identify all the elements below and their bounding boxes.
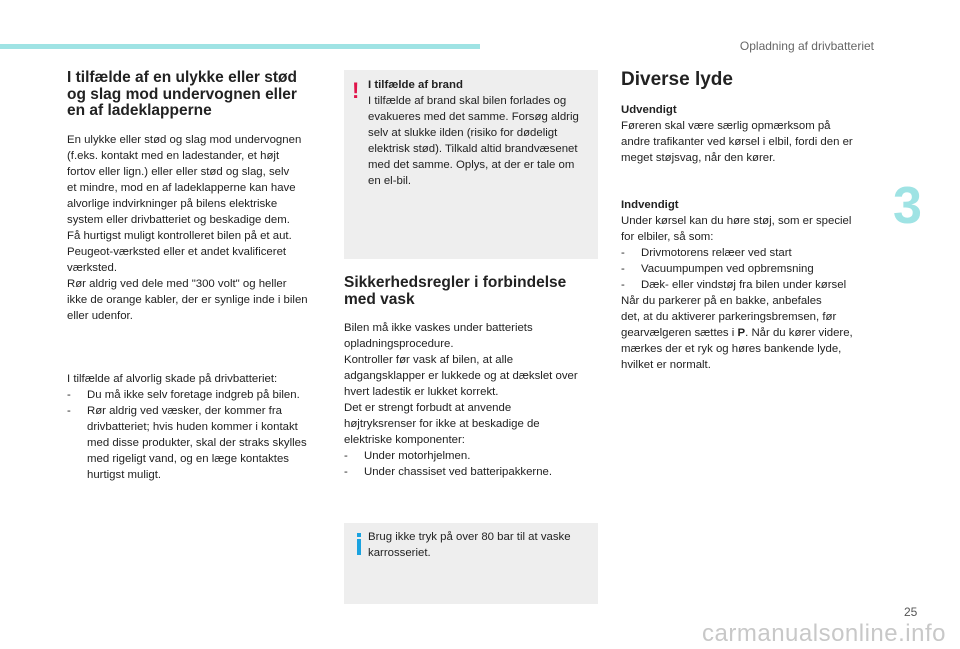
column-accident <box>67 70 332 483</box>
fire-warning-text: I tilfælde af brand skal bilen forlades og evakueres med det samme. Forsøg aldrig selv at slukke ilden (risiko for dødeligt elektrisk stød). Tilkald altid brandvæsenet med det samme. Oplys, at der er tale om en el-bil. <box>368 95 579 187</box>
wash-list <box>344 448 598 480</box>
battery-damage-intro: I tilfælde af alvorlig skade på drivbatteriet: <box>67 372 278 385</box>
noises-list <box>621 245 876 293</box>
accident-paragraph: En ulykke eller stød og slag mod undervognen (f.eks. kontakt med en ladestander, et højt fortov eller lign.) eller eller stød og slag, selv et mindre, mod en af ladeklapperne kan have alvorlige indvirkninger på bilens elektriske system eller drivbatteriet og beskadige dem. Få hurtigst muligt kontrolleret bilen på et aut. Peugeot-værksted eller et andet kvalificeret værksted. Rør aldrig ved dele med "300 volt" og heller ikke de orange kabler, der er synlige inde i bilen eller udenfor. <box>67 133 308 322</box>
list-item: - Dæk- eller vindstøj fra bilen under kørsel <box>621 277 876 293</box>
list-item: - Under motorhjelmen. <box>344 448 598 464</box>
warning-icon: ! <box>352 78 360 103</box>
fire-warning-title: I tilfælde af brand <box>368 79 463 91</box>
wash-paragraph: Bilen må ikke vaskes under batteriets opladningsprocedure. Kontroller før vask af bilen, at alle adgangsklapper er lukkede og at dækslet over hvert ladestik er lukket korrekt. Det er strengt forbudt at anvende højtryksrenser for ikke at beskadige de elektriske komponenter: <box>344 322 578 446</box>
exterior-subheading: Udvendigt <box>621 104 677 116</box>
page-number: 25 <box>904 605 918 619</box>
accident-heading: I tilfælde af en ulykke eller stød og slag mod undervognen eller en af ladeklapperne <box>67 69 297 119</box>
pressure-info-box <box>344 523 598 604</box>
section-title: Opladning af drivbatteriet <box>739 39 874 53</box>
chapter-number: 3 <box>893 177 922 235</box>
list-item: - Vacuumpumpen ved opbremsning <box>621 261 876 277</box>
wash-heading: Sikkerhedsregler i forbindelse med vask <box>344 274 567 308</box>
exterior-paragraph: Føreren skal være særlig opmærksom på andre trafikanter ved kørsel i elbil, fordi den er meget støjsvag, når den kører. <box>621 120 853 164</box>
interior-subheading: Indvendigt <box>621 199 679 211</box>
list-item: - Du må ikke selv foretage indgreb på bilen. <box>67 387 332 403</box>
parking-paragraph: Når du parkerer på en bakke, anbefales det, at du aktiverer parkeringsbremsen, før gearvælgeren sættes i P. Når du kører videre, mærkes der et ryk og høres bankende lyde, hvilket er normalt. <box>621 295 853 371</box>
interior-paragraph: Under kørsel kan du høre støj, som er speciel for elbiler, så som: <box>621 215 852 243</box>
pressure-info-text: Brug ikke tryk på over 80 bar til at vaske karrosseriet. <box>368 531 571 559</box>
fire-warning-box <box>344 70 598 259</box>
list-item: - Rør aldrig ved væsker, der kommer fra drivbatteriet; hvis huden kommer i kontakt med disse produkter, skal der straks skylles med rigeligt vand, og en læge kontaktes hurtigst muligt. <box>67 403 332 483</box>
column-fire-wash <box>344 70 598 604</box>
column-noises <box>621 70 876 373</box>
battery-damage-list <box>67 387 332 483</box>
noises-heading: Diverse lyde <box>621 69 733 90</box>
info-icon <box>353 533 365 555</box>
header-accent-bar <box>0 44 480 49</box>
list-item: - Under chassiset ved batteripakkerne. <box>344 464 598 480</box>
watermark: carmanualsonline.info <box>702 620 946 647</box>
list-item: - Drivmotorens relæer ved start <box>621 245 876 261</box>
